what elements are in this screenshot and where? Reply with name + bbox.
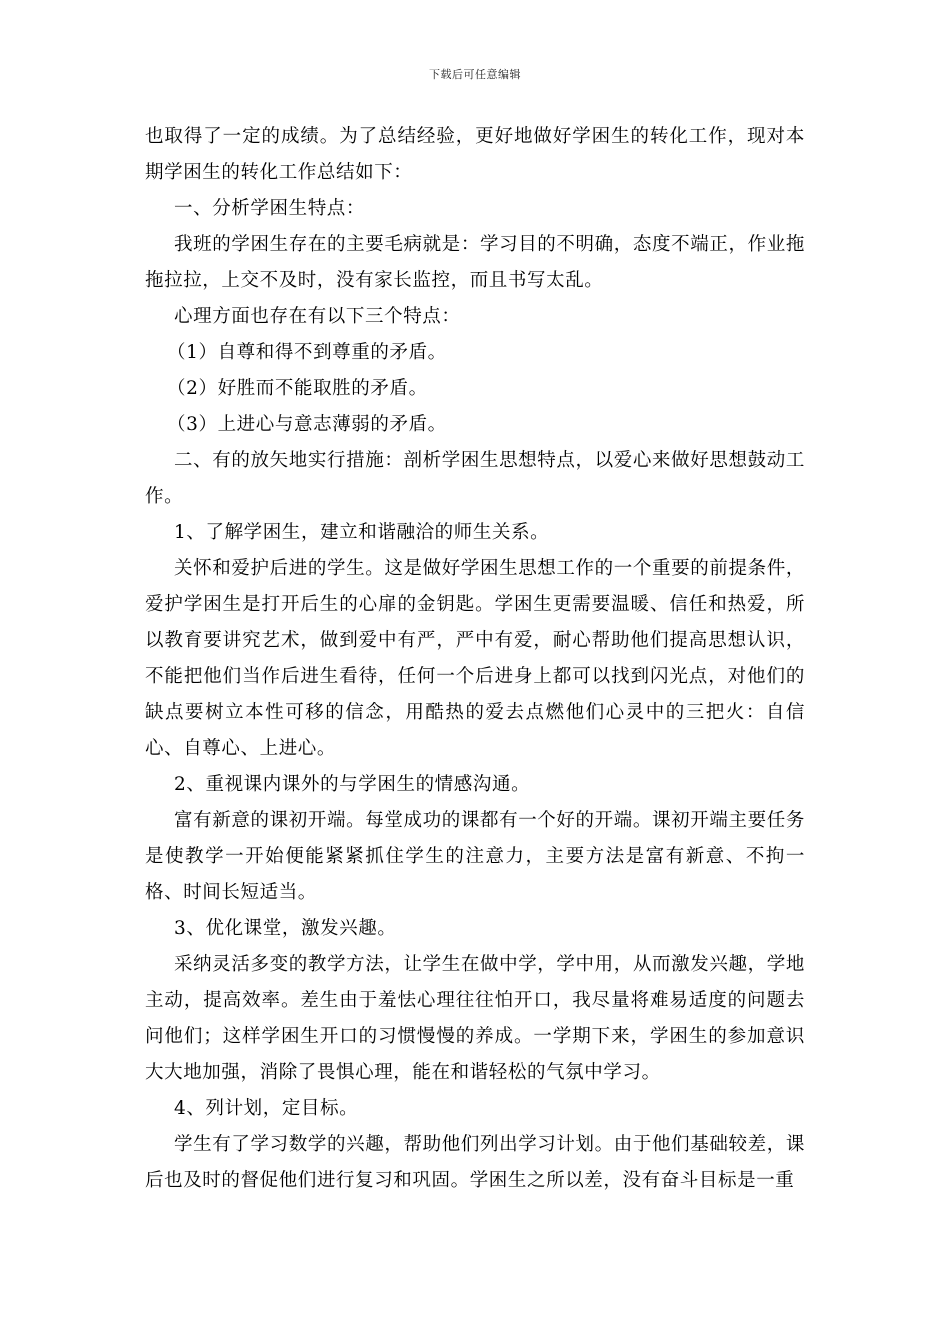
subheading-4: 4、列计划，定目标。: [174, 1098, 359, 1119]
paragraph-psychology: 心理方面也存在有以下三个特点：: [174, 306, 461, 327]
paragraph-problems: 我班的学困生存在的主要毛病就是：学习目的不明确，态度不端正，作业拖拖拉拉，上交不及时，没有家长监控，而且书写太乱。: [145, 234, 805, 291]
paragraph-plan: 学生有了学习数学的兴趣，帮助他们列出学习计划。由于他们基础较差，课后也及时的督促他们进行复习和巩固。学困生之所以差，没有奋斗目标是一重: [145, 1134, 805, 1191]
heading-analysis: 一、分析学困生特点：: [174, 198, 366, 219]
paragraph-care: 关怀和爱护后进的学生。这是做好学困生思想工作的一个重要的前提条件，爱护学困生是打开后生的心扉的金钥匙。学困生更需要温暖、信任和热爱，所以教育要讲究艺术，做到爱中有严，严中有爱，耐心帮助他们提高思想认识，不能把他们当作后进生看待，任何一个后进身上都可以找到闪光点，对他们的缺点要树立本性可移的信念，用酷热的爱去点燃他们心灵中的三把火：自信心、自尊心、上进心。: [145, 558, 805, 759]
list-item: （1）自尊和得不到尊重的矛盾。: [167, 342, 447, 363]
paragraph-intro: 也取得了一定的成绩。为了总结经验，更好地做好学困生的转化工作，现对本期学困生的转化工作总结如下：: [145, 126, 805, 183]
subheading-2: 2、重视课内课外的与学困生的情感沟通。: [174, 774, 531, 795]
document-body: [145, 119, 805, 1199]
paragraph-class-opening: 富有新意的课初开端。每堂成功的课都有一个好的开端。课初开端主要任务是使教学一开始便能紧紧抓住学生的注意力，主要方法是富有新意、不拘一格、时间长短适当。: [145, 810, 805, 903]
heading-measures: 二、有的放矢地实行措施：剖析学困生思想特点，以爱心来做好思想鼓动工作。: [145, 450, 805, 507]
page-header: 下载后可任意编辑: [429, 68, 521, 81]
subheading-1: 1、了解学困生，建立和谐融洽的师生关系。: [174, 522, 550, 543]
subheading-3: 3、优化课堂，激发兴趣。: [174, 918, 397, 939]
list-item: （2）好胜而不能取胜的矛盾。: [167, 378, 428, 399]
paragraph-methods: 采纳灵活多变的教学方法，让学生在做中学，学中用，从而激发兴趣，学地主动，提高效率。差生由于羞怯心理往往怕开口，我尽量将难易适度的问题去问他们；这样学困生开口的习惯慢慢的养成。一学期下来，学困生的参加意识大大地加强，消除了畏惧心理，能在和谐轻松的气氛中学习。: [145, 954, 805, 1083]
list-item: （3）上进心与意志薄弱的矛盾。: [167, 414, 447, 435]
